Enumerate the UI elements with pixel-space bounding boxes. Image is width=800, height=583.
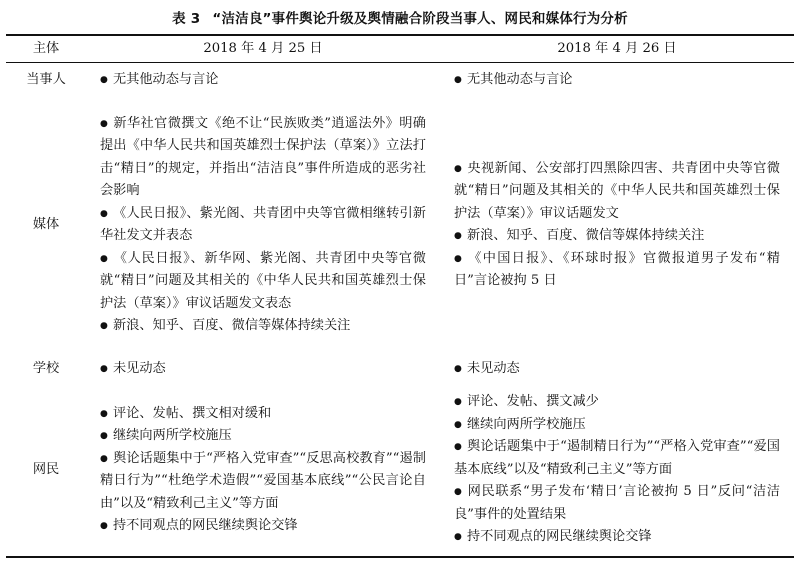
list-item: ● 持不同观点的网民继续舆论交锋: [454, 526, 780, 549]
item-list: [100, 403, 426, 538]
item-list: [100, 358, 426, 381]
bullet-icon: ●: [100, 253, 108, 264]
cell-0425: [86, 63, 440, 97]
table-caption: [0, 7, 800, 27]
table-row-school: [6, 354, 794, 384]
list-item: ● 新浪、知乎、百度、微信等媒体持续关注: [100, 315, 426, 338]
bullet-icon: ●: [454, 419, 462, 430]
bullet-icon: ●: [100, 431, 108, 441]
bullet-icon: ●: [454, 253, 462, 264]
list-item: ● 无其他动态与言论: [100, 69, 426, 92]
item-list: [100, 69, 426, 92]
list-item: ● 持不同观点的网民继续舆论交锋: [100, 515, 426, 538]
cell-0426: [440, 354, 794, 384]
cell-0425: [86, 354, 440, 384]
item-list: [100, 113, 426, 338]
item-list: [454, 391, 780, 549]
list-item: ● 舆论话题集中于“严格入党审查”“反思高校教育”“遏制精日行为”“杜绝学术造假”“爱国基本底线”“公民言论自由”以及“精致利己主义”等方面: [100, 448, 426, 516]
bullet-icon: ●: [454, 363, 462, 374]
bullet-icon: ●: [454, 532, 462, 543]
cell-0425: [86, 384, 440, 557]
bullet-icon: ●: [100, 321, 108, 331]
list-item: ● 《人民日报》、新华网、紫光阁、共青团中央等官微就“精日”问题及其相关的《中华人民共和国英雄烈士保护法（草案）》审议话题发文表态: [100, 248, 426, 316]
cell-0425: [86, 96, 440, 354]
bullet-icon: ●: [100, 363, 108, 374]
list-item: ● 央视新闻、公安部打四黑除四害、共青团中央等官微就“精日”问题及其相关的《中华人民共和国英雄烈士保护法（草案）》审议话题发文: [454, 158, 780, 226]
list-item: ● 未见动态: [100, 358, 426, 381]
subject-cell: 当事人: [26, 72, 66, 88]
list-item: ● 无其他动态与言论: [454, 69, 780, 92]
item-list: [454, 69, 780, 92]
table-row-media: [6, 96, 794, 354]
analysis-table: [6, 34, 794, 558]
table-title: “洁洁良”事件舆论升级及舆情融合阶段当事人、网民和媒体行为分析: [212, 11, 628, 27]
list-item: ● 新浪、知乎、百度、微信等媒体持续关注: [454, 225, 780, 248]
header-row: [6, 35, 794, 63]
list-item: ● 未见动态: [454, 358, 780, 381]
table-body: [6, 63, 794, 558]
table-row-netizen: [6, 384, 794, 557]
item-list: [454, 158, 780, 293]
table-row-party: [6, 63, 794, 97]
cell-0426: [440, 384, 794, 557]
list-item: ● 网民联系“男子发布‘精日’言论被拘 5 日”反问“洁洁良”事件的处置结果: [454, 481, 780, 526]
table-header: [6, 35, 794, 63]
bullet-icon: ●: [454, 487, 462, 498]
bullet-icon: ●: [100, 408, 108, 419]
bullet-icon: ●: [454, 397, 462, 408]
bullet-icon: ●: [100, 118, 108, 129]
list-item: ● 舆论话题集中于“遏制精日行为”“严格入党审查”“爱国基本底线”以及“精致利己主义”等方面: [454, 436, 780, 481]
bullet-icon: ●: [454, 163, 462, 174]
cell-0426: [440, 96, 794, 354]
item-list: [454, 358, 780, 381]
list-item: ● 《中国日报》、《环球时报》官微报道男子发布“精日”言论被拘 5 日: [454, 248, 780, 293]
subject-cell: 学校: [32, 360, 60, 376]
bullet-icon: ●: [454, 231, 462, 241]
header-date-0426: 2018 年 4 月 26 日: [557, 40, 677, 56]
bullet-icon: ●: [100, 75, 108, 86]
subject-cell: 网民: [32, 461, 60, 477]
cell-0426: [440, 63, 794, 97]
bullet-icon: ●: [100, 453, 108, 464]
bullet-icon: ●: [100, 208, 108, 219]
list-item: ● 评论、发帖、撰文减少: [454, 391, 780, 414]
header-subject: 主体: [32, 40, 60, 56]
list-item: ● 继续向两所学校施压: [454, 414, 780, 437]
list-item: ● 《人民日报》、紫光阁、共青团中央等官微相继转引新华社发文并表态: [100, 203, 426, 248]
table-number: 表 3: [172, 11, 201, 27]
list-item: ● 继续向两所学校施压: [100, 425, 426, 448]
list-item: ● 新华社官微撰文《绝不让“民族败类”逍遥法外》明确提出《中华人民共和国英雄烈士保护法（草案）》立法打击“精日”的规定，并指出“洁洁良”事件所造成的恶劣社会影响: [100, 113, 426, 203]
header-date-0425: 2018 年 4 月 25 日: [203, 40, 323, 56]
bullet-icon: ●: [454, 75, 462, 86]
bullet-icon: ●: [454, 442, 462, 453]
bullet-icon: ●: [100, 521, 108, 531]
list-item: ● 评论、发帖、撰文相对缓和: [100, 403, 426, 426]
subject-cell: 媒体: [32, 216, 60, 232]
